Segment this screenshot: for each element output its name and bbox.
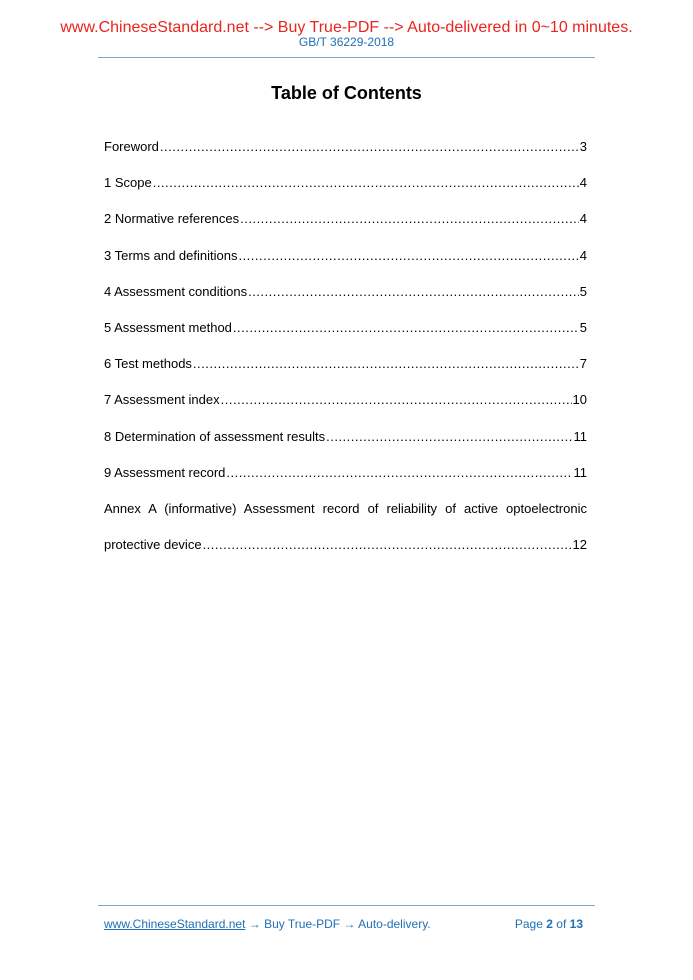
toc-entry-annex-a[interactable] — [104, 535, 587, 571]
page-current: 2 — [546, 917, 553, 931]
toc-entry-page: 7 — [579, 356, 587, 372]
toc-entry-label: 9 Assessment record — [104, 464, 226, 480]
toc-entry-foreword[interactable] — [104, 137, 587, 173]
toc-dot-leader — [240, 209, 579, 229]
toc-entry-page: 4 — [579, 175, 587, 191]
toc-entry-page: 4 — [579, 211, 587, 227]
page-word: Page — [514, 917, 543, 931]
toc-entry-assessment-conditions[interactable] — [104, 282, 587, 318]
toc-entry-page: 5 — [579, 283, 587, 299]
page-footer — [104, 916, 587, 932]
page-total: 13 — [569, 917, 583, 931]
toc-title: Table of Contents — [271, 83, 422, 103]
footer-promo — [104, 916, 431, 932]
toc-entry-assessment-index[interactable] — [104, 390, 587, 426]
toc-entry-label: 8 Determination of assessment results — [104, 428, 326, 444]
toc-entry-assessment-method[interactable] — [104, 318, 587, 354]
toc-entry-scope[interactable] — [104, 173, 587, 209]
page-of: of — [556, 917, 567, 931]
toc-dot-leader — [233, 318, 579, 338]
toc-entry-page: 10 — [572, 392, 587, 408]
toc-dot-leader — [238, 246, 578, 266]
toc-dot-leader — [153, 173, 579, 193]
promo-banner[interactable]: www.ChineseStandard.net --> Buy True-PDF --> Auto-delivered in 0~10 minutes. — [60, 19, 633, 36]
toc-entry-label: 3 Terms and definitions — [104, 247, 238, 263]
arrow-right-icon: → — [343, 917, 356, 931]
toc-entry-label: 6 Test methods — [104, 356, 192, 372]
toc-entry-page: 11 — [573, 464, 587, 480]
footer-delivery-text: Auto-delivery. — [358, 917, 431, 931]
toc-dot-leader — [226, 463, 572, 483]
toc-entry-page: 12 — [572, 537, 587, 553]
toc-entry-label: protective device — [104, 537, 202, 553]
toc-dot-leader — [248, 282, 579, 302]
toc-dot-leader — [160, 137, 579, 157]
toc-entry-determination-results[interactable] — [104, 427, 587, 463]
toc-entry-page: 11 — [573, 428, 587, 444]
toc-entry-normative-references[interactable] — [104, 209, 587, 245]
toc-entry-page: 4 — [579, 247, 587, 263]
toc-dot-leader — [326, 427, 572, 447]
toc-entry-test-methods[interactable] — [104, 354, 587, 390]
header-divider — [98, 57, 595, 58]
toc-entry-label: 4 Assessment conditions — [104, 283, 248, 299]
toc-entry-annex-a-line1[interactable]: Annex A (informative) Assessment record of reliability of active optoelectronic — [104, 500, 587, 516]
arrow-right-icon: → — [248, 917, 261, 931]
toc-entry-assessment-record[interactable] — [104, 463, 587, 499]
toc-entry-label: Foreword — [104, 139, 159, 154]
toc-entry-label: 7 Assessment index — [104, 392, 220, 408]
toc-entry-label: 5 Assessment method — [104, 319, 232, 335]
toc-dot-leader — [203, 535, 572, 555]
document-code: GB/T 36229-2018 — [298, 35, 395, 49]
footer-site-link[interactable]: www.ChineseStandard.net — [104, 917, 246, 931]
toc-entry-page: 5 — [579, 319, 587, 335]
footer-divider — [98, 905, 595, 906]
toc-entry-terms-definitions[interactable] — [104, 246, 587, 282]
footer-buy-text: Buy True-PDF — [264, 917, 341, 931]
toc-entry-page: 3 — [579, 139, 587, 154]
toc-dot-leader — [193, 354, 579, 374]
toc-dot-leader — [221, 390, 572, 410]
toc-entry-label: 1 Scope — [104, 175, 152, 191]
page-number — [515, 916, 583, 932]
toc-list — [104, 137, 587, 571]
toc-entry-label: 2 Normative references — [104, 211, 240, 227]
